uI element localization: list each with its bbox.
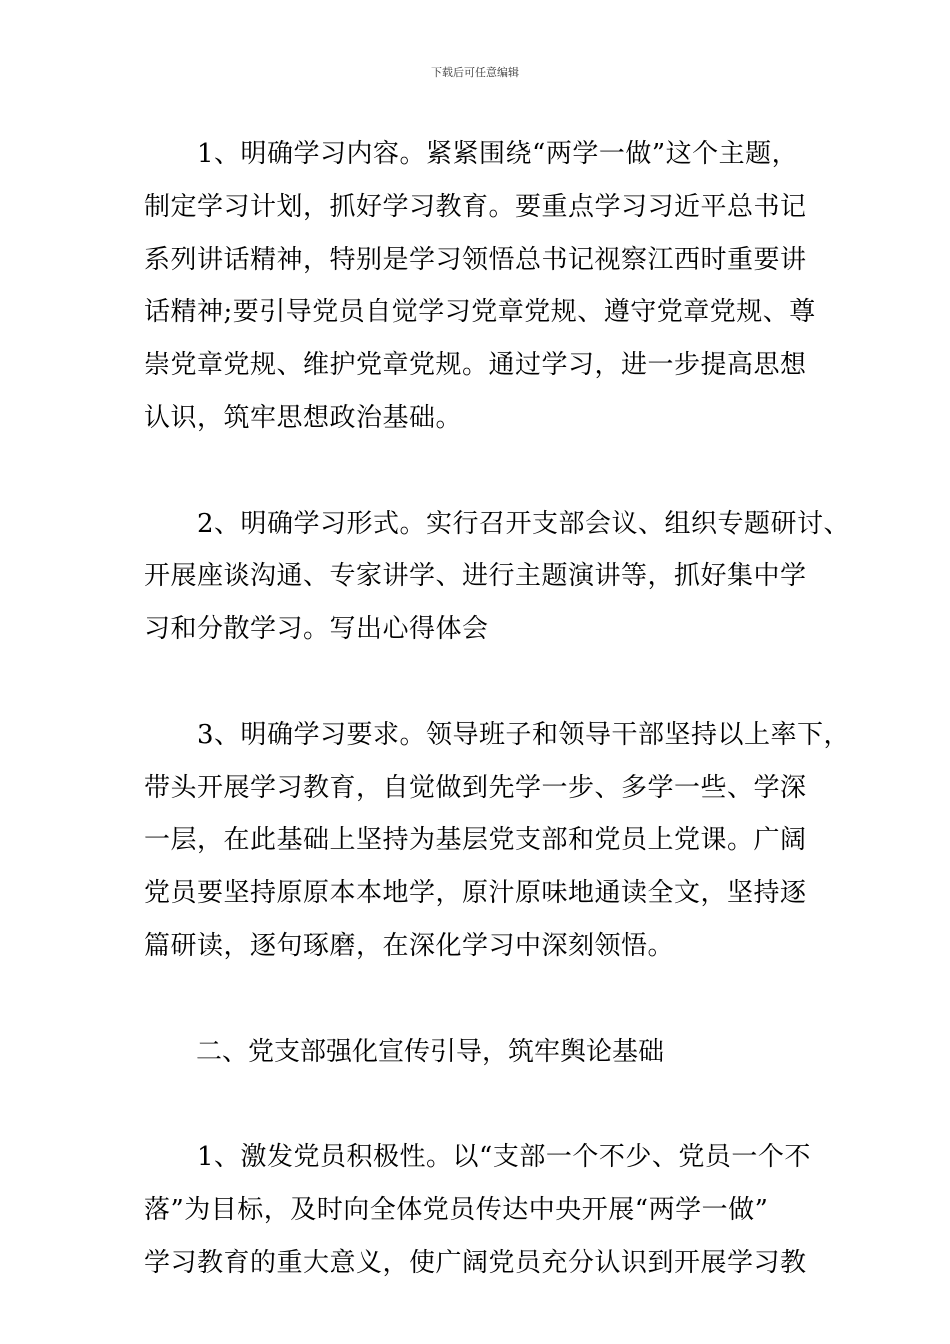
text-line: 认识，筑牢思想政治基础。 [144,402,463,433]
paragraph-motivate-members [144,1131,814,1289]
paragraph-gap [144,445,814,498]
text-line: 开展座谈沟通、专家讲学、进行主题演讲等，抓好集中学 [144,561,807,592]
paragraph-gap [144,1078,814,1131]
text-line: 党员要坚持原原本本地学，原汁原味地通读全文，坚持逐 [144,878,807,909]
paragraph-study-requirements [144,709,851,973]
text-line: 话精神;要引导党员自觉学习党章党规、遵守党章党规、尊 [144,297,816,328]
text-line: 1、明确学习内容。紧紧围绕“两学一做”这个主题， [144,139,799,169]
text-line: 带头开展学习教育，自觉做到先学一步、多学一些、学深 [144,772,807,803]
text-line: 篇研读，逐句琢磨，在深化学习中深刻领悟。 [144,930,675,961]
section-heading: 二、党支部强化宣传引导，筑牢舆论基础 [144,1036,665,1067]
paragraph-study-content [144,128,814,445]
text-line: 崇党章党规、维护党章党规。通过学习，进一步提高思想 [144,350,807,381]
text-line: 1、激发党员积极性。以“支部一个不少、党员一个不 [144,1142,811,1173]
text-line: 学习教育的重大意义，使广阔党员充分认识到开展学习教 [144,1247,807,1278]
text-line: 3、明确学习要求。领导班子和领导干部坚持以上率下， [144,719,851,750]
text-line: 制定学习计划，抓好学习教育。要重点学习习近平总书记 [144,191,807,222]
paragraph-gap [144,656,814,709]
text-line: 落”为目标，及时向全体党员传达中央开展“两学一做” [144,1194,769,1225]
page-header-note: 下载后可任意编辑 [431,66,519,79]
paragraph-gap [144,973,814,1026]
document-body [144,128,851,1290]
text-line: 一层，在此基础上坚持为基层党支部和党员上党课。广阔 [144,825,807,856]
paragraph-study-form [144,498,851,656]
text-line: 系列讲话精神，特别是学习领悟总书记视察江西时重要讲 [144,244,807,275]
text-line: 习和分散学习。写出心得体会 [144,614,489,645]
text-line: 2、明确学习形式。实行召开支部会议、组织专题研讨、 [144,508,851,539]
